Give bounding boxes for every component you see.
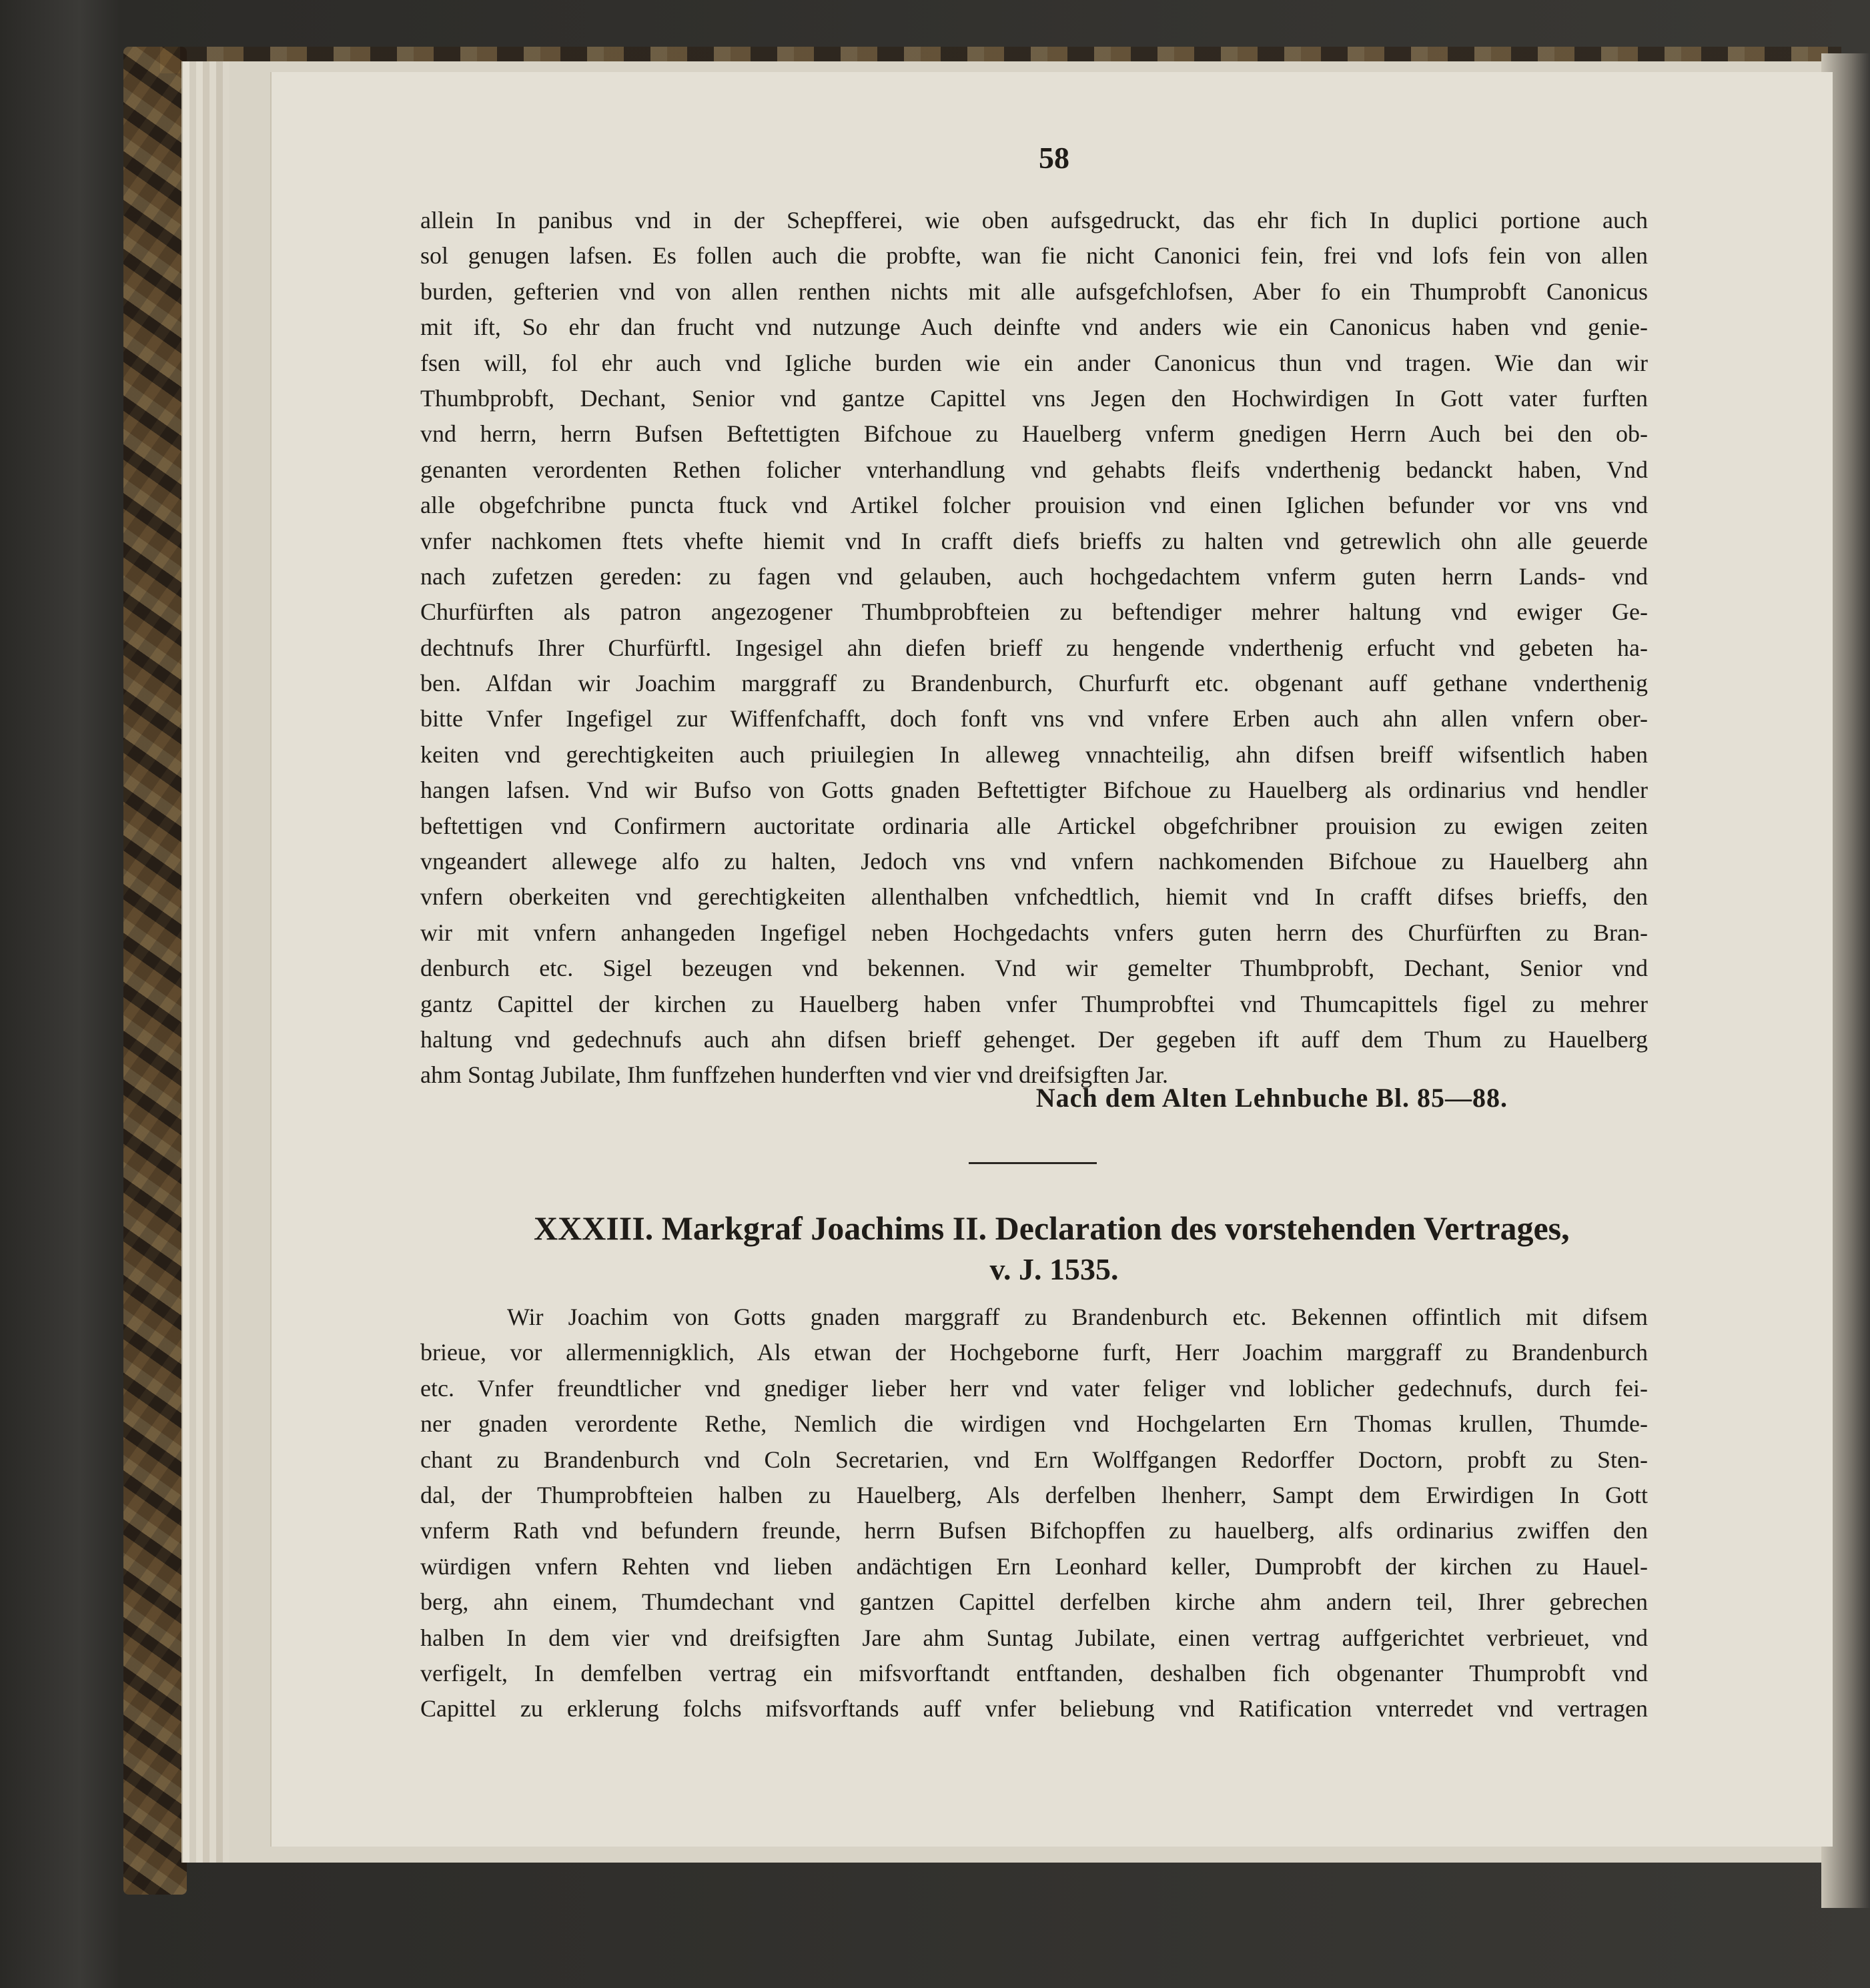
- section-subheading: v. J. 1535.: [989, 1252, 1119, 1286]
- text-line: sol genugen lafsen. Es follen auch die probfte, wan fie nicht Canonici fein, frei vnd lofs fein von allen: [420, 242, 1648, 270]
- text-line: dal, der Thumprobfteien halben zu Hauelberg, Als derfelben lhenherr, Sampt dem Erwirdigen In Gott: [420, 1481, 1648, 1508]
- text-line: brieue, vor allermennigklich, Als etwan der Hochgeborne furft, Herr Joachim marggraff zu Brandenburch: [420, 1339, 1648, 1366]
- text-line: burden, gefterien vnd von allen renthen nichts mit alle aufsgefchlofsen, Aber fo ein Thumprobft Canonicus: [420, 278, 1648, 305]
- page-number: 58: [1039, 141, 1069, 175]
- text-line: hangen lafsen. Vnd wir Bufso von Gotts gnaden Beftettigter Bifchoue zu Hauelberg als ordinarius vnd hendler: [420, 777, 1648, 804]
- text-line: dechtnufs Ihrer Churfürftl. Ingesigel ahn diefen brieff zu hengende vnderthenig erfucht vnd gebeten ha-: [420, 634, 1648, 661]
- source-note: Nach dem Alten Lehnbuche Bl. 85—88.: [1035, 1083, 1508, 1113]
- text-line: chant zu Brandenburch vnd Coln Secretarien, vnd Ern Wolffgangen Redorffer Doctorn, probft zu Sten-: [420, 1446, 1648, 1473]
- section-divider: [969, 1162, 1097, 1164]
- paragraph-1: [420, 203, 1648, 1093]
- text-line: vnfer nachkomen ftets vhefte hiemit vnd In crafft diefs brieffs zu halten vnd getrewlich ohn alle geuerde: [420, 527, 1648, 554]
- text-line: keiten vnd gerechtigkeiten auch priuilegien In alleweg vnnachteilig, ahn difsen breiff wifsentlich haben: [420, 740, 1648, 768]
- text-line: etc. Vnfer freundtlicher vnd gnediger lieber herr vnd vater feliger vnd loblicher gedechnufs, durch fei-: [420, 1374, 1648, 1402]
- text-line: gantz Capittel der kirchen zu Hauelberg haben vnfer Thumprobftei vnd Thumcapittels figel zu mehrer: [420, 990, 1648, 1017]
- paragraph-2: [420, 1300, 1648, 1727]
- text-line: allein In panibus vnd in der Schepfferei, wie oben aufsgedruckt, das ehr fich In duplici portione auch: [420, 207, 1648, 233]
- text-line: Capittel zu erklerung folchs mifsvorftands auff vnfer beliebung vnd Ratification vnterredet vnd vertragen: [420, 1695, 1648, 1722]
- text-line: alle obgefchribne puncta ftuck vnd Artikel folcher prouision vnd einen Iglichen befunder vor vns vnd: [420, 492, 1648, 519]
- text-line: nach zufetzen gereden: zu fagen vnd gelauben, auch hochgedachtem vnferm guten herrn Lands- vnd: [420, 562, 1648, 590]
- text-line: vnfern oberkeiten vnd gerechtigkeiten allenthalben vnfchedtlich, hiemit vnd In crafft difses brieffs, den: [420, 883, 1648, 911]
- text-line: vnferm Rath vnd befundern freunde, herrn Bufsen Bifchopffen zu hauelberg, alfs ordinarius zwiffen den: [420, 1517, 1648, 1544]
- text-line: beftettigen vnd Confirmern auctoritate ordinaria alle Artickel obgefchribner prouision zu ewigen zeiten: [420, 812, 1648, 839]
- text-line: wir mit vnfern anhangeden Ingefigel neben Hochgedachts vnfers guten herrn des Churfürften zu Bran-: [420, 919, 1648, 946]
- text-line: ben. Alfdan wir Joachim marggraff zu Brandenburch, Churfurft etc. obgenant auff gethane vnderthenig: [420, 670, 1648, 697]
- text-line: verfigelt, In demfelben vertrag ein mifsvorftandt entftanden, deshalben fich obgenanter Thumprobft vnd: [420, 1659, 1648, 1686]
- text-line: fsen will, fol ehr auch vnd Igliche burden wie ein ander Canonicus thun vnd tragen. Wie dan wir: [420, 349, 1648, 376]
- section-heading: XXXIII. Markgraf Joachims II. Declaration des vorstehenden Vertrages,: [534, 1209, 1570, 1247]
- text-line: vngeandert allewege alfo zu halten, Jedoch vns vnd vnfern nachkomenden Bifchoue zu Hauelberg ahn: [420, 848, 1648, 875]
- text-line: haltung vnd gedechnufs auch ahn difsen brieff gehenget. Der gegeben ift auff dem Thum zu Hauelberg: [420, 1025, 1648, 1053]
- text-line: Wir Joachim von Gotts gnaden marggraff zu Brandenburch etc. Bekennen offintlich mit difsem: [507, 1304, 1648, 1330]
- text-line: ahm Sontag Jubilate, Ihm funffzehen hunderften vnd vier vnd dreifsigften Jar.: [420, 1061, 1169, 1089]
- text-line: bitte Vnfer Ingefigel zur Wiffenfchafft, doch fonft vns vnd vnfere Erben auch ahn allen vnfern ober-: [420, 705, 1648, 732]
- text-line: mit ift, So ehr dan frucht vnd nutzunge Auch deinfte vnd anders wie ein Canonicus haben vnd genie-: [420, 314, 1648, 341]
- text-line: genanten verordenten Rethen folicher vnterhandlung vnd gehabts fleifs vnderthenig bedanckt haben, Vnd: [420, 456, 1648, 483]
- text-line: Thumbprobft, Dechant, Senior vnd gantze Capittel vns Jegen den Hochwirdigen In Gott vater furften: [420, 384, 1648, 412]
- text-line: berg, ahn einem, Thumdechant vnd gantzen Capittel derfelben kirche ahm andern teil, Ihrer gebrechen: [420, 1588, 1648, 1616]
- marbled-cover-edge: [123, 47, 187, 1895]
- text-line: denburch etc. Sigel bezeugen vnd bekennen. Vnd wir gemelter Thumbprobft, Dechant, Senior vnd: [420, 955, 1648, 982]
- text-line: vnd herrn, herrn Bufsen Beftettigten Bifchoue zu Hauelberg vnferm gnedigen Herrn Auch bei den ob-: [420, 420, 1648, 448]
- text-line: halben In dem vier vnd dreifsigften Jare ahm Suntag Jubilate, einen vertrag auffgerichtet verbrieuet, vnd: [420, 1624, 1648, 1651]
- text-line: Churfürften als patron angezogener Thumbprobfteien zu beftendiger mehrer haltung vnd ewiger Ge-: [420, 598, 1648, 626]
- text-line: würdigen vnfern Rehten vnd lieben andächtigen Ern Leonhard keller, Dumprobft der kirchen zu Hauel-: [420, 1552, 1648, 1580]
- text-line: ner gnaden verordente Rethe, Nemlich die wirdigen vnd Hochgelarten Ern Thomas krullen, Thumde-: [420, 1410, 1648, 1438]
